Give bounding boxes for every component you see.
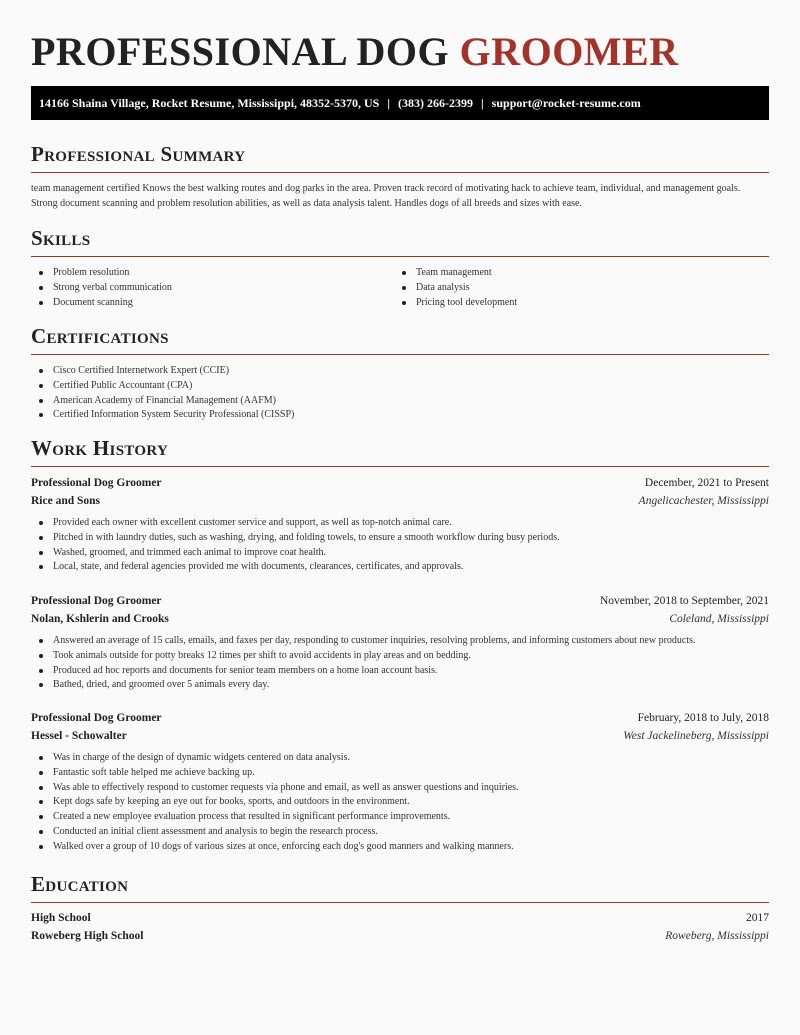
section-divider (31, 354, 769, 355)
skill-item: Problem resolution (31, 266, 394, 281)
name-part-1: PROFESSIONAL DOG (31, 29, 460, 74)
skills-title: Skills (31, 226, 91, 250)
education-year: 2017 (746, 912, 769, 924)
job-header-row (31, 710, 769, 728)
contact-separator: | (387, 95, 391, 110)
job-location: Angelicachester, Mississippi (638, 494, 769, 507)
job-duty: Was able to effectively respond to customer requests via phone and email, as well as answer questions and inquiries. (31, 781, 769, 796)
job-entry (31, 593, 769, 693)
job-company-row (31, 493, 769, 511)
job-duties-list (31, 751, 769, 855)
job-entry (31, 475, 769, 575)
job-duty: Fantastic soft table helped me achieve backing up. (31, 766, 769, 781)
job-location: West Jackelineberg, Mississippi (623, 729, 769, 742)
job-header-row (31, 593, 769, 611)
job-company: Hessel - Schowalter (31, 729, 127, 742)
certification-item: Certified Public Accountant (CPA) (31, 379, 769, 394)
job-duty: Kept dogs safe by keeping an eye out for books, sports, and outdoors in the environment. (31, 795, 769, 810)
job-duty: Washed, groomed, and trimmed each animal to improve coat health. (31, 546, 769, 561)
certification-item: Cisco Certified Internetwork Expert (CCIE) (31, 364, 769, 379)
education-location: Roweberg, Mississippi (665, 929, 769, 942)
summary-text: team management certified Knows the best walking routes and dog parks in the area. Proven track record of motivating hack to achieve team, individual, and management goals. Strong document scanning and problem resolution abilities, as well as data analysis talent. Handles dogs of all breeds and sizes with ease. (31, 183, 741, 209)
section-divider (31, 466, 769, 467)
skill-item: Document scanning (31, 296, 394, 311)
job-duty: Local, state, and federal agencies provided me with documents, clearances, certificates, and approvals. (31, 560, 769, 575)
skills-section (31, 226, 769, 310)
job-dates: November, 2018 to September, 2021 (600, 595, 769, 607)
resume-name (31, 28, 679, 75)
name-part-2: GROOMER (459, 29, 679, 74)
contact-bar (31, 86, 769, 120)
skills-list-right (394, 266, 757, 310)
job-duties-list (31, 516, 769, 575)
certifications-list (31, 364, 769, 423)
job-company-row (31, 611, 769, 629)
section-divider (31, 172, 769, 173)
job-duty: Produced ad hoc reports and documents for senior team members on a home loan account basis. (31, 664, 769, 679)
education-title: Education (31, 872, 129, 896)
job-title: Professional Dog Groomer (31, 712, 162, 724)
skill-item: Data analysis (394, 281, 757, 296)
education-school: Roweberg High School (31, 929, 144, 942)
certifications-title: Certifications (31, 324, 169, 348)
job-duties-list (31, 634, 769, 693)
education-section (31, 872, 769, 903)
job-entry (31, 710, 769, 855)
job-duty: Created a new employee evaluation process that resulted in significant performance improvements. (31, 810, 769, 825)
contact-email[interactable]: support@rocket-resume.com (491, 95, 641, 110)
skill-item: Pricing tool development (394, 296, 757, 311)
education-entry (31, 910, 769, 945)
job-duty: Pitched in with laundry duties, such as washing, drying, and folding towels, to ensure a smooth workflow during busy periods. (31, 531, 769, 546)
skills-list-left (31, 266, 394, 310)
job-location: Coleland, Mississippi (669, 612, 769, 625)
work-history-title: Work History (31, 436, 169, 460)
job-title: Professional Dog Groomer (31, 595, 162, 607)
job-company-row (31, 728, 769, 746)
job-dates: February, 2018 to July, 2018 (637, 712, 769, 724)
certification-item: Certified Information System Security Professional (CISSP) (31, 408, 769, 423)
education-school-row (31, 928, 769, 946)
summary-title: Professional Summary (31, 142, 246, 166)
job-duty: Bathed, dried, and groomed over 5 animals every day. (31, 678, 769, 693)
job-company: Nolan, Kshlerin and Crooks (31, 612, 169, 625)
job-duty: Was in charge of the design of dynamic widgets centered on data analysis. (31, 751, 769, 766)
contact-separator: | (481, 95, 484, 110)
job-duty: Walked over a group of 10 dogs of various sizes at once, enforcing each dog's good manners and walking manners. (31, 840, 769, 855)
job-duty: Conducted an initial client assessment and analysis to begin the research process. (31, 825, 769, 840)
certifications-section (31, 324, 769, 423)
job-duty: Provided each owner with excellent customer service and support, as well as top-notch animal care. (31, 516, 769, 531)
skill-item: Team management (394, 266, 757, 281)
skill-item: Strong verbal communication (31, 281, 394, 296)
job-dates: December, 2021 to Present (644, 477, 769, 489)
section-divider (31, 902, 769, 903)
job-header-row (31, 475, 769, 493)
job-company: Rice and Sons (31, 494, 101, 507)
certification-item: American Academy of Financial Management (AAFM) (31, 394, 769, 409)
work-history-section (31, 436, 769, 467)
job-duty: Answered an average of 15 calls, emails, and faxes per day, responding to customer inquiries, resolving problems, and informing customers about new products. (31, 634, 769, 649)
job-title: Professional Dog Groomer (31, 477, 162, 489)
job-duty: Took animals outside for potty breaks 12 times per shift to avoid accidents in play areas and on bedding. (31, 649, 769, 664)
education-degree: High School (31, 912, 91, 924)
skills-columns (31, 266, 769, 310)
summary-section (31, 142, 769, 211)
section-divider (31, 256, 769, 257)
contact-phone[interactable]: (383) 266-2399 (398, 95, 474, 110)
education-header-row (31, 910, 769, 928)
contact-address: 14166 Shaina Village, Rocket Resume, Mississippi, 48352-5370, US (39, 95, 380, 110)
